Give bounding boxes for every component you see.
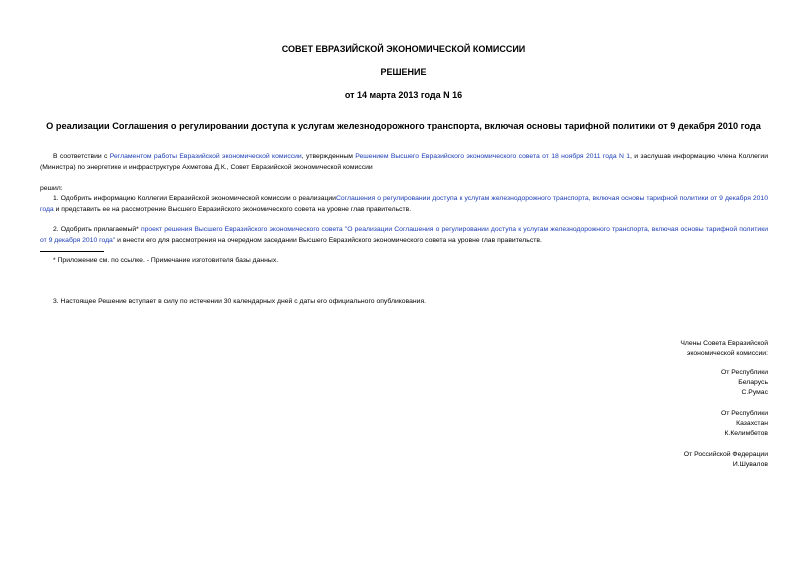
item-2-text-1: 2. Одобрить прилагаемый* (53, 226, 141, 233)
link-draft-decision[interactable]: проект решения Высшего Евразийского экономического совета "О реализации Соглашения о регулировании доступа к услугам железнодорожного транспорта, включая основы тарифной политики от 9 декабря 2010 года" (40, 226, 768, 244)
signature-russia (548, 450, 768, 470)
signature-name: С.Румас (741, 389, 768, 396)
resolved-label: решил: (40, 185, 63, 192)
doc-date: от 14 марта 2013 года N 16 (344, 90, 463, 100)
item-3: 3. Настоящее Решение вступает в силу по истечении 30 календарных дней с даты его официального опубликования. (53, 298, 427, 305)
signature-line: От Российской Федерации (683, 451, 768, 458)
intro-text-1: В соответствии с (53, 153, 110, 160)
doc-subject: О реализации Соглашения о регулировании доступа к услугам железнодорожного транспорта, включая основы тарифной политики от 9 декабря 2010 года (46, 121, 761, 131)
signature-council (548, 339, 768, 359)
intro-text-2: , утвержденным (301, 153, 356, 160)
signature-line: экономической комиссии: (686, 350, 768, 357)
item-1-text-1: 1. Одобрить информацию Коллегии Евразийской экономической комиссии о реализации (53, 195, 336, 202)
link-agreement[interactable]: Соглашения о регулировании доступа к услугам железнодорожного транспорта, включая основы тарифной политики от 9 декабря 2010 года (40, 195, 768, 213)
link-decision-high-council[interactable]: Решением Высшего Евразийского экономического совета от 18 ноября 2011 года N 1 (355, 153, 630, 160)
signature-belarus (548, 368, 768, 398)
doc-type: РЕШЕНИЕ (380, 67, 427, 77)
signature-kazakhstan (548, 409, 768, 439)
intro-paragraph (40, 151, 768, 173)
signature-name: К.Келимбетов (724, 430, 768, 437)
signature-line: От Республики (721, 410, 768, 417)
item-1 (40, 193, 768, 215)
signature-line: Члены Совета Евразийской (680, 340, 768, 347)
footnote-divider (40, 251, 104, 252)
item-1-text-2: и представить ее на рассмотрение Высшего Евразийского экономического совета на уровне глав правительств. (53, 206, 412, 213)
item-2-text-2: и внести его для рассмотрения на очередном заседании Высшего Евразийского экономического совета на уровне глав правительств. (115, 237, 542, 244)
signature-name: И.Шувалов (732, 461, 768, 468)
signature-line: От Республики (721, 369, 768, 376)
link-reglament[interactable]: Регламентом работы Евразийской экономической комиссии (109, 153, 302, 160)
signature-line: Казахстан (736, 420, 768, 427)
org-title: СОВЕТ ЕВРАЗИЙСКОЙ ЭКОНОМИЧЕСКОЙ КОМИССИИ (281, 44, 526, 54)
signature-line: Беларусь (738, 379, 768, 386)
intro-text-3: , и заслушав информацию члена Коллегии (Министра) по энергетике и инфраструктуре Ахметова Д.К., Совет Евразийской экономической комиссии (40, 153, 768, 171)
footnote: * Приложение см. по ссылке. - Примечание изготовителя базы данных. (53, 257, 279, 264)
item-2 (40, 224, 768, 246)
